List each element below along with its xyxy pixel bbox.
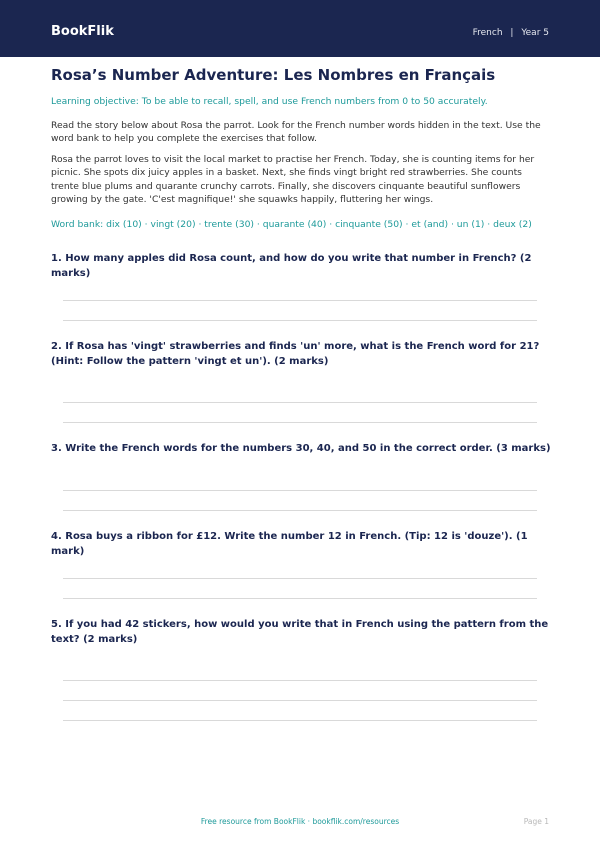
answer-line[interactable] — [63, 598, 537, 599]
answer-line[interactable] — [63, 402, 537, 403]
year-label: Year 5 — [521, 28, 549, 38]
answer-line[interactable] — [63, 510, 537, 511]
subject-label: French — [472, 28, 503, 38]
subject-year-label — [473, 28, 549, 38]
answer-line[interactable] — [63, 680, 537, 681]
answer-line[interactable] — [63, 700, 537, 701]
footer-credit[interactable]: Free resource from BookFlik · bookflik.com/resources — [200, 817, 400, 826]
question-4: 4. Rosa buys a ribbon for £12. Write the number 12 in French. (Tip: 12 is 'douze'). (1 mark) — [51, 531, 528, 557]
question-2: 2. If Rosa has 'vingt' strawberries and finds 'un' more, what is the French word for 21? (Hint: Follow the pattern 'vingt et un'). (2 marks) — [51, 341, 540, 367]
question-5: 5. If you had 42 stickers, how would you write that in French using the pattern from the text? (2 marks) — [51, 619, 549, 645]
header-bar — [0, 0, 600, 57]
answer-line[interactable] — [63, 422, 537, 423]
learning-objective: Learning objective: To be able to recall, spell, and use French numbers from 0 to 50 accurately. — [51, 96, 488, 107]
word-bank: Word bank: dix (10) · vingt (20) · trente (30) · quarante (40) · cinquante (50) · et (and) · un (1) · deux (2) — [51, 219, 532, 230]
intro-paragraph: Read the story below about Rosa the parrot. Look for the French number words hidden in the text. Use the word bank to help you complete the exercises that follow. — [51, 120, 541, 145]
answer-line[interactable] — [63, 578, 537, 579]
brand-logo[interactable]: BookFlik — [51, 24, 114, 39]
separator: | — [510, 28, 514, 38]
answer-line[interactable] — [63, 490, 537, 491]
page-title: Rosa’s Number Adventure: Les Nombres en Français — [51, 66, 496, 84]
story-paragraph: Rosa the parrot loves to visit the local market to practise her French. Today, she is counting items for her picnic. She spots dix juicy apples in a basket. Next, she finds vingt bright red strawberries. She counts trente blue plums and quarante crunchy carrots. Finally, she discovers cinquante beautiful sunflowers growing by the gate. 'C'est magnifique!' she squawks happily, fluttering her wings. — [51, 154, 535, 205]
answer-line[interactable] — [63, 300, 537, 301]
question-1: 1. How many apples did Rosa count, and how do you write that number in French? (2 marks) — [51, 253, 532, 279]
question-3: 3. Write the French words for the numbers 30, 40, and 50 in the correct order. (3 marks) — [51, 443, 551, 454]
page-number: Page 1 — [523, 817, 549, 826]
answer-line[interactable] — [63, 720, 537, 721]
answer-line[interactable] — [63, 320, 537, 321]
